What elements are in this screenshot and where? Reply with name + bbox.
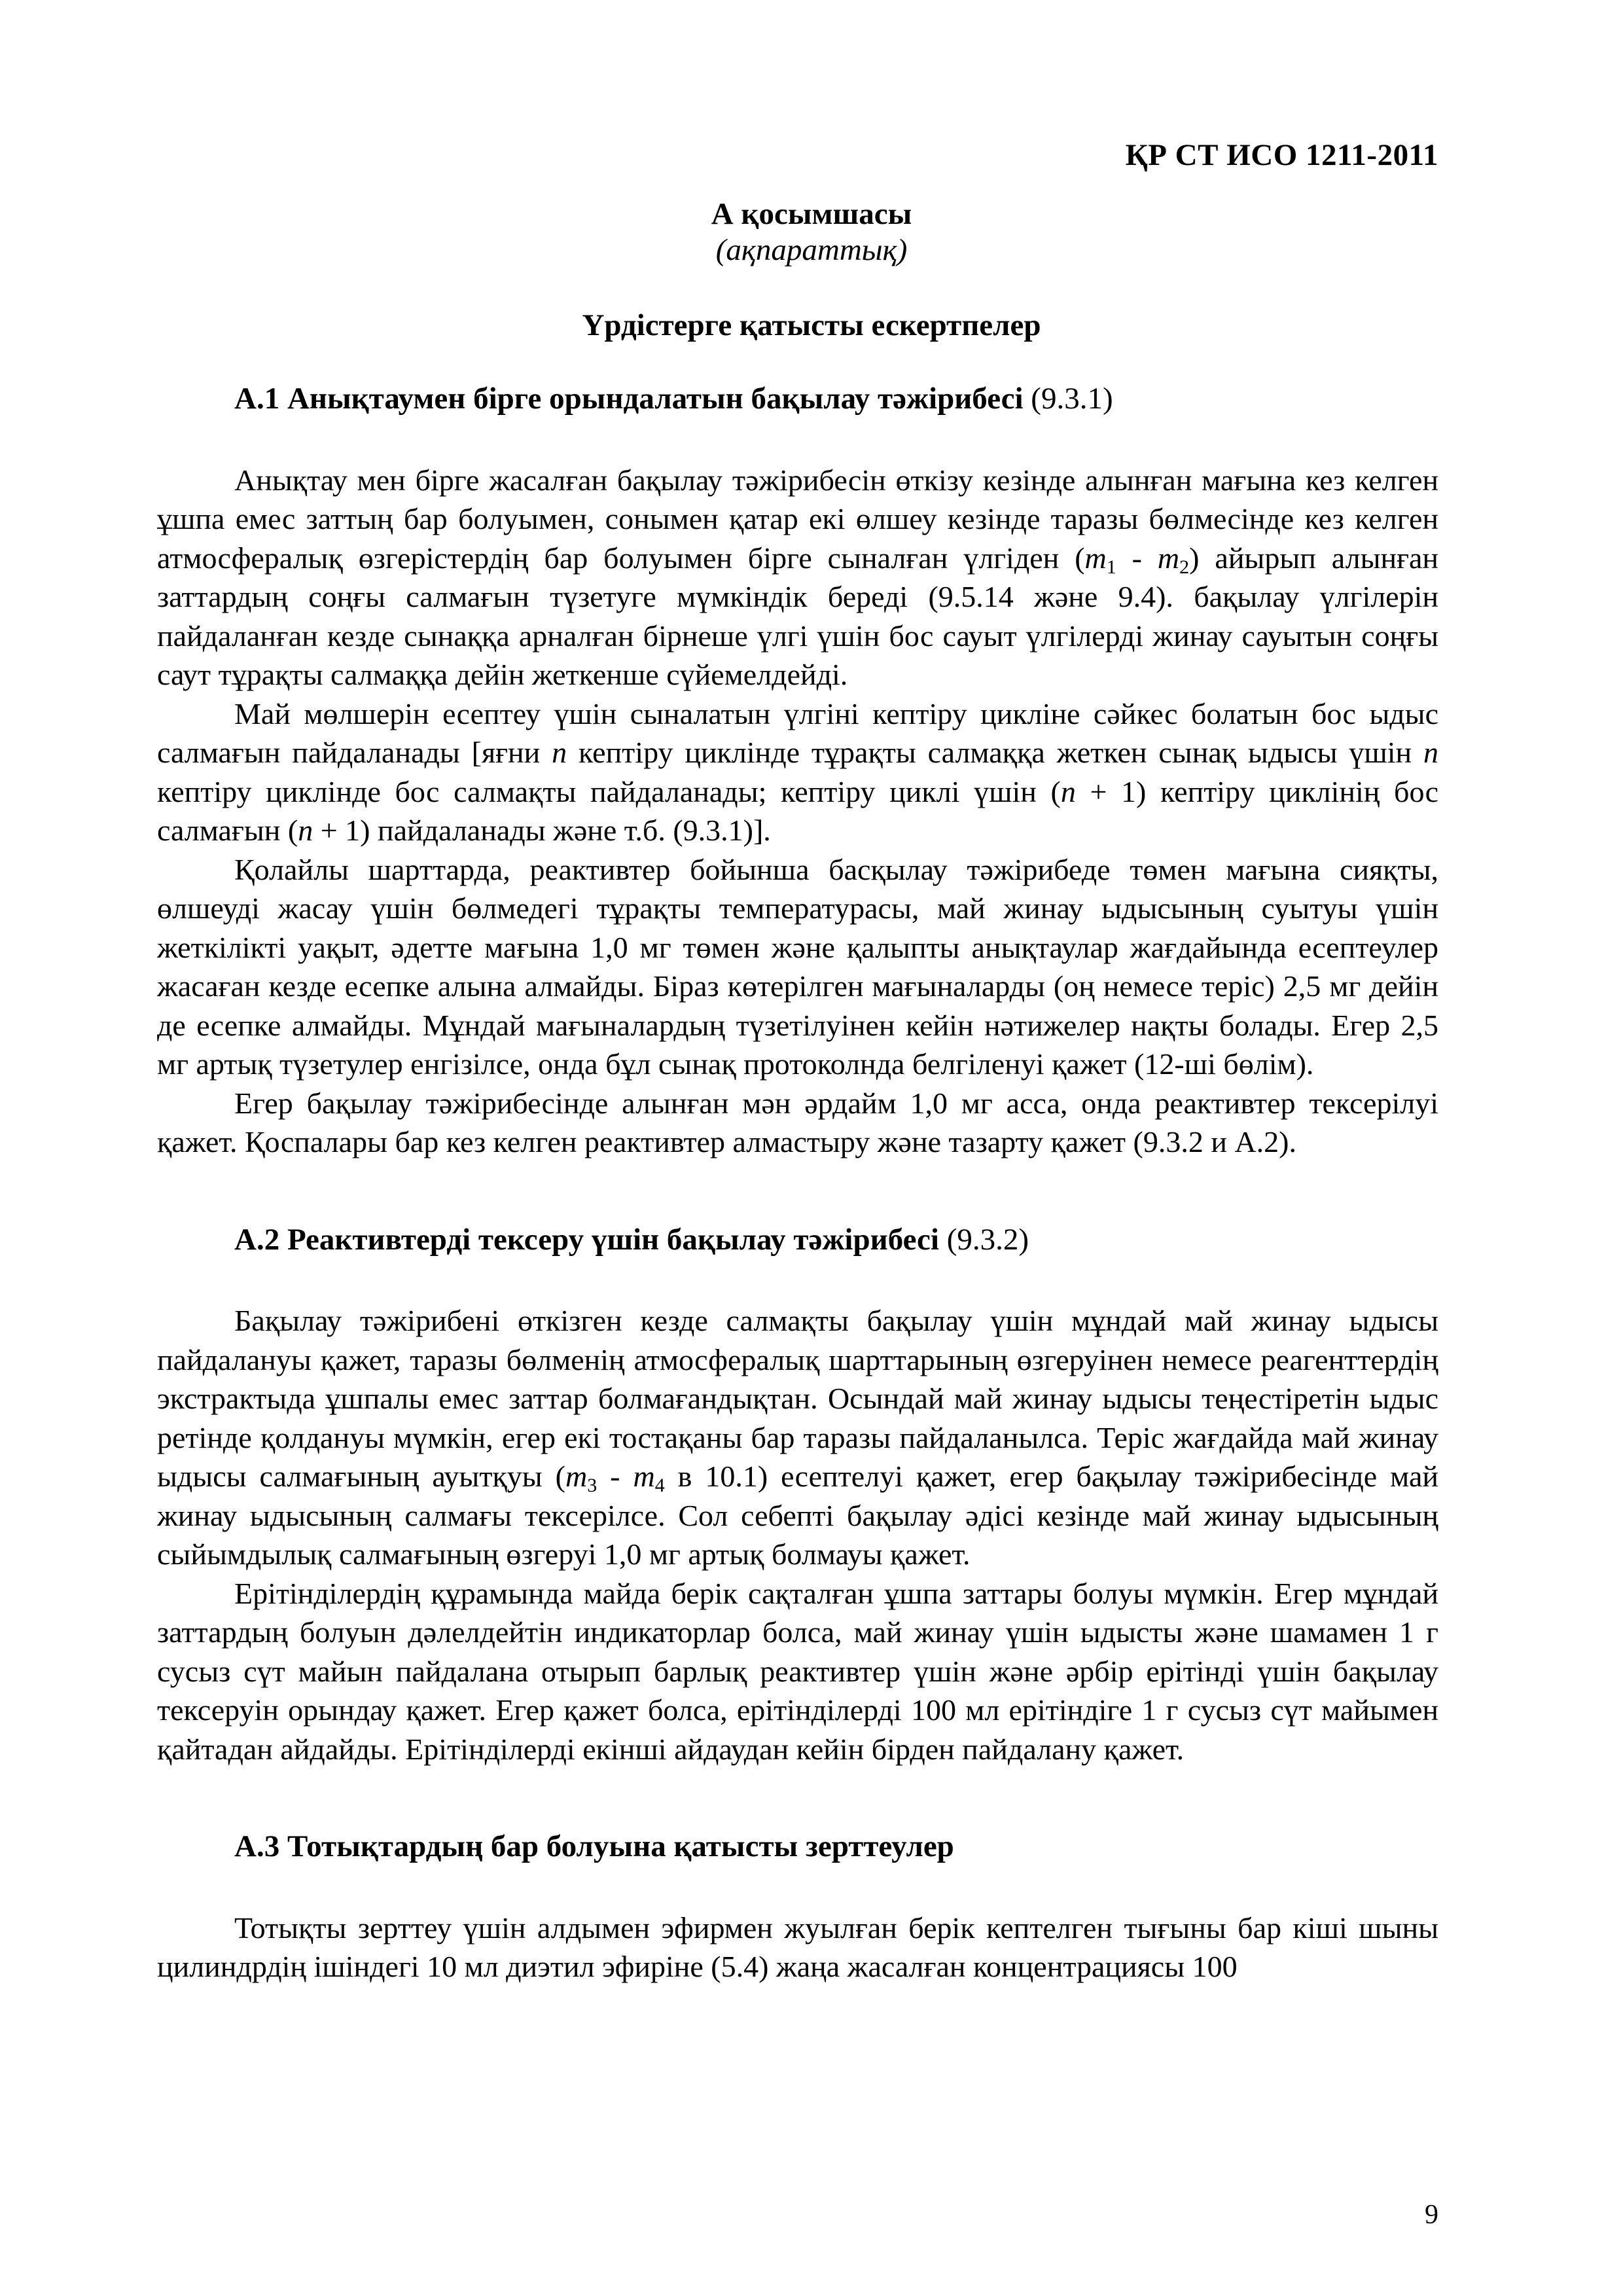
math-var: m [565, 1460, 588, 1493]
annex-title: А қосымшасы [711, 197, 912, 231]
page-number: 9 [1425, 2200, 1438, 2230]
text-run: Май мөлшерін есептеу үшін сыналатын үлгіні кептіру цикліне сәйкес болатын бос ыдыс салмағын пайдаланады [яғни [157, 696, 1438, 769]
math-var: n [552, 736, 567, 769]
section-a3-title: А.3 Тотықтардың бар болуына қатысты зерттеулер [234, 1829, 954, 1863]
math-var: m [1157, 541, 1180, 575]
text-run: - [597, 1460, 633, 1493]
math-var: n [298, 814, 313, 847]
annex-heading: Үрдістерге қатысты ескертпелер [582, 308, 1041, 342]
section-a3-paragraph-1: Тотықты зерттеу үшін алдымен эфирмен жуылған берік кептелген тығыны бар кіші шыны цилиндрдің ішіндегі 10 мл диэтил эфиріне (5.4) жаңа жасалған концентрациясы 100 [157, 1910, 1438, 1983]
text-run: + 1) пайдаланады және т.б. (9.3.1)]. [313, 814, 771, 847]
section-a2-paragraph-2: Ерітінділердің құрамында майда берік сақталған ұшпа заттары болуы мүмкін. Егер мұндай заттардың болуын дәлелдейтін индикаторлар болса, май жинау үшін ыдысты және шамамен 1 г сусыз сүт майын пайдалана отырып барлық реактивтер үшін және әрбір ерітінді үшін бақылау тексеруін орындау қажет. Егер қажет болса, ерітінділерді 100 мл ерітіндіге 1 г сусыз сүт майымен қайтадан айдайды. Ерітінділерді екінші айдаудан кейін бірден пайдалану қажет. [157, 1576, 1438, 1766]
text-run: + 1) кептіру циклінің бос салмағын ( [157, 774, 1439, 847]
math-subscript: 1 [1106, 556, 1116, 578]
text-run: Бақылау тәжірибені өткізген кезде салмақты бақылау үшін мұндай май жинау ыдысы пайдалануы қажет, таразы бөлменің атмосфералық шарттарының өзгеруінен немесе реагенттердің экстрактыда ұшпалы емес заттар болмағандықтан. Осындай май жинау ыдысы теңестіретін ыдыс ретінде қолдануы мүмкін, егер екі тостақаны бар таразы пайдаланылса. Теріс жағдайда май жинау ыдысы салмағының ауытқуы ( [157, 1304, 1438, 1493]
math-var: m [633, 1460, 655, 1493]
text-run: - [1116, 541, 1158, 575]
section-a2-title: А.2 Реактивтерді тексеру үшін бақылау тәжірибесі [234, 1222, 939, 1257]
annex-subtitle: (ақпараттық) [715, 233, 908, 267]
text-run: ) айырып алынған заттардың соңғы салмағын түзетуге мүмкіндік береді (9.5.14 және 9.4). бақылау үлгілерін пайдаланған кезде сынаққа арналған бірнеше үлгі үшін бос сауыт үлгілерді жинау сауытын соңғы саут тұрақты салмаққа дейін жеткенше сүйемелдейді. [157, 541, 1438, 691]
math-subscript: 2 [1179, 556, 1190, 578]
math-var: n [1423, 736, 1438, 769]
math-subscript: 4 [654, 1475, 665, 1496]
text-run: кептіру циклінде бос салмақты пайдаланады; кептіру циклі үшін ( [157, 774, 1061, 808]
section-a1-paragraph-2 [157, 694, 1438, 850]
text-run: Анықтау мен бірге жасалған бақылау тәжірибесін өткізу кезінде алынған мағына кез келген ұшпа емес заттың бар болуымен, сонымен қатар екі өлшеу кезінде таразы бөлмесінде кез келген атмосфералық өзгерістердің бар болуымен бірге сыналған үлгіден ( [157, 463, 1438, 575]
math-var: m [1084, 541, 1107, 575]
text-run: в 10.1) есептелуі қажет, егер бақылау тәжірибесінде май жинау ыдысының салмағы тексерілсе. Сол себепті бақылау әдісі кезінде май жинау ыдысының сыйымдылық салмағының өзгеруі 1,0 мг артық болмауы қажет. [157, 1460, 1438, 1571]
standard-code: ҚР СТ ИСО 1211-2011 [1125, 138, 1438, 172]
section-a1-title: А.1 Анықтаумен бірге орындалатын бақылау тәжірибесі [234, 382, 1024, 416]
section-a2-paragraph-1 [157, 1301, 1438, 1574]
section-a3-heading [157, 1827, 1438, 1867]
section-a1-paragraph-1 [157, 461, 1438, 694]
section-a1-paragraph-4: Егер бақылау тәжірибесінде алынған мән әрдайм 1,0 мг асса, онда реактивтер тексерілуі қажет. Қоспалары бар кез келген реактивтер алмастыру және тазарту қажет (9.3.2 и А.2). [157, 1086, 1438, 1158]
section-a1-ref: (9.3.1) [1031, 382, 1113, 416]
math-var: n [1060, 774, 1076, 808]
section-a1-heading [157, 380, 1438, 419]
text-run: кептіру циклінде тұрақты салмаққа жеткен сынақ ыдысы үшін [567, 736, 1423, 769]
section-a1-paragraph-3: Қолайлы шарттарда, реактивтер бойынша басқылау тәжірибеде төмен мағына сияқты, өлшеуді жасау үшін бөлмедегі тұрақты температурасы, май жинау ыдысының суытуы үшін жеткілікті уақыт, әдетте мағына 1,0 мг төмен және қалыпты анықтаулар жағдайында есептеулер жасаған кезде есепке алына алмайды. Біраз көтерілген мағыналарды (оң немесе теріс) 2,5 мг дейін де есепке алмайды. Мұндай мағыналардың түзетілуінен кейін нәтижелер нақты болады. Егер 2,5 мг артық түзетулер енгізілсе, онда бұл сынақ протоколнда белгіленуі қажет (12-ші бөлім). [157, 852, 1438, 1081]
body-content [157, 380, 1438, 1986]
section-a2-ref: (9.3.2) [946, 1222, 1029, 1257]
math-subscript: 3 [587, 1475, 597, 1496]
section-a2-heading [157, 1221, 1438, 1260]
